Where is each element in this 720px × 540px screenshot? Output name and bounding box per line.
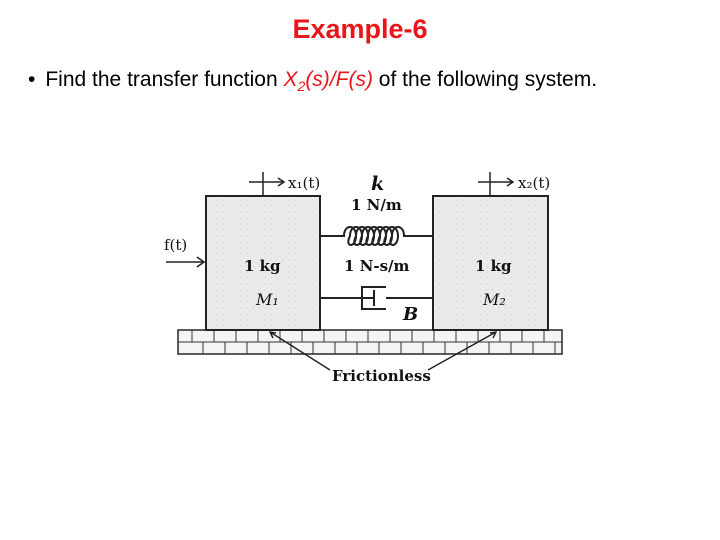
damper-value: 1 N-s/m	[344, 257, 410, 275]
ground	[178, 330, 562, 354]
x2-label: x₂(t)	[518, 174, 551, 192]
damper-symbol: B	[403, 304, 419, 325]
x1-label: x₁(t)	[288, 174, 321, 192]
x1-displacement-marker	[249, 172, 284, 196]
spring-symbol: k	[371, 173, 385, 195]
slide-title: Example-6	[292, 14, 428, 44]
mass-2-symbol: M₂	[483, 290, 506, 309]
mass-2-value: 1 kg	[475, 257, 512, 275]
x2-displacement-marker	[478, 172, 513, 196]
bullet-icon: •	[28, 68, 36, 91]
statement-suffix: of the following system.	[372, 68, 598, 91]
tf-rest: (s)/F(s)	[305, 68, 373, 91]
frictionless-label: Frictionless	[332, 367, 431, 385]
tf-subscript: 2	[297, 78, 306, 95]
force-arrow	[166, 257, 204, 267]
tf-x: X	[283, 68, 298, 91]
spring-value: 1 N/m	[351, 196, 402, 214]
force-label: f(t)	[164, 236, 188, 254]
mass-1-value: 1 kg	[244, 257, 281, 275]
mass-1-symbol: M₁	[256, 290, 279, 309]
statement-prefix: Find the transfer function	[45, 68, 284, 91]
spring	[320, 227, 433, 245]
